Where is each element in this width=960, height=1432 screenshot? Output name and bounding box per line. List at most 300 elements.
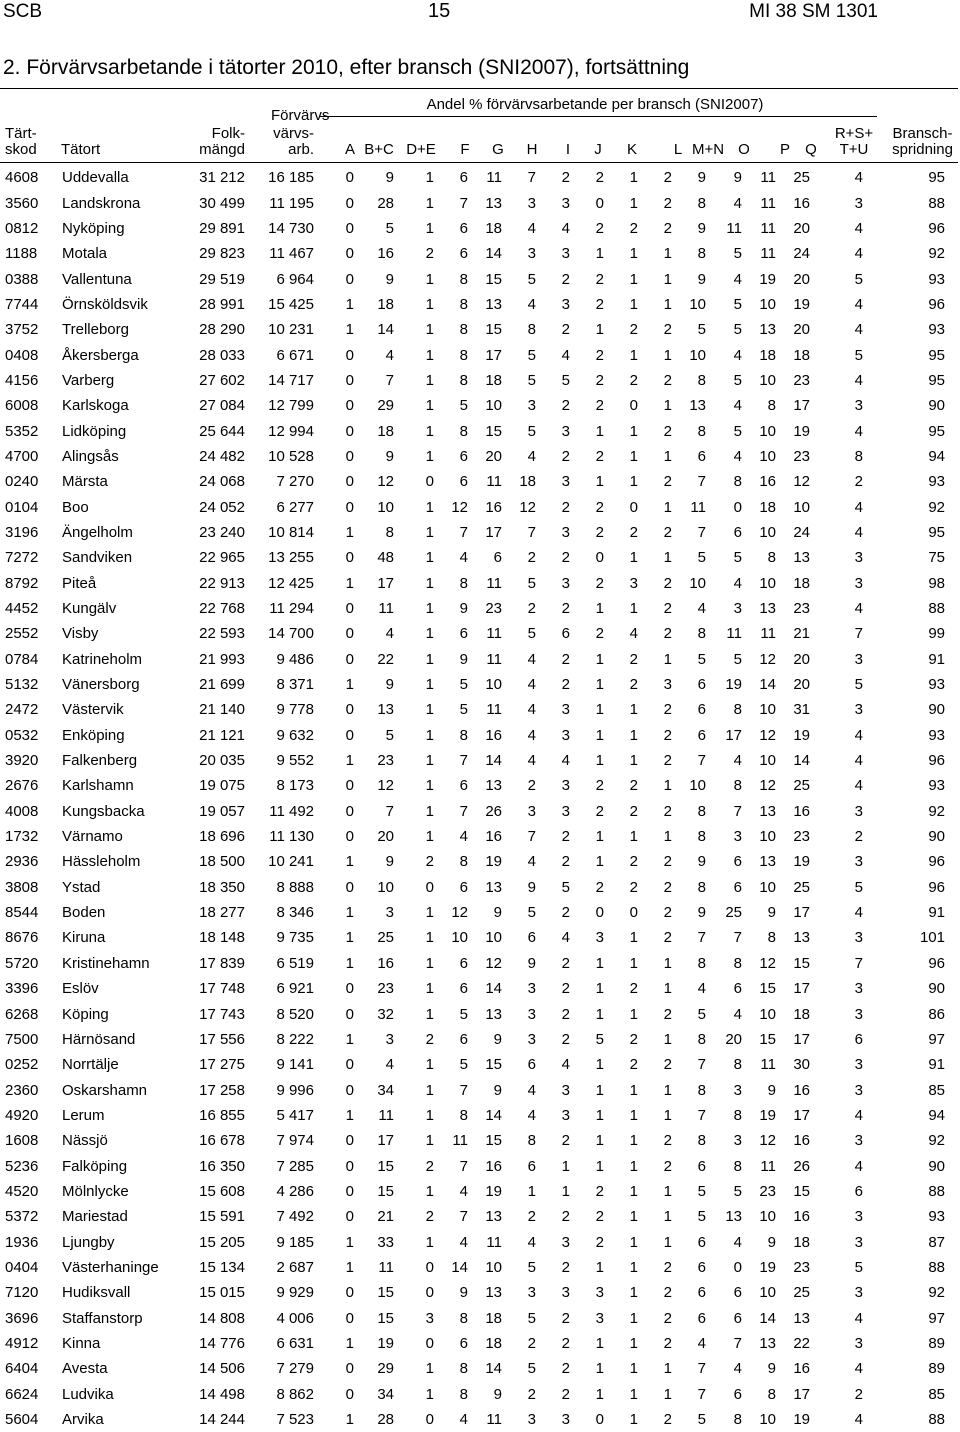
cell-sector-share: 9 xyxy=(493,1385,502,1403)
cell-population: 16 678 xyxy=(199,1132,245,1150)
cell-sector-share: 14 xyxy=(759,676,776,694)
cell-sector-share: 9 xyxy=(527,878,536,896)
cell-sector-share: 7 xyxy=(697,1056,706,1074)
cell-sector-share: 10 xyxy=(759,295,776,313)
cell-sector-share: 5 xyxy=(385,219,394,237)
table-row xyxy=(0,951,951,976)
cell-sector-share: 2 xyxy=(663,625,672,643)
cell-rst-share: 3 xyxy=(854,1081,863,1099)
cell-sector-share: 10 xyxy=(689,777,706,795)
cell-sector-share: 1 xyxy=(629,600,638,618)
cell-population: 17 743 xyxy=(199,1005,245,1023)
cell-spread: 75 xyxy=(928,549,945,567)
cell-spread: 92 xyxy=(928,1284,945,1302)
col-pop-header-2: mängd xyxy=(199,141,245,158)
cell-spread: 91 xyxy=(928,650,945,668)
cell-sector-share: 5 xyxy=(733,549,742,567)
cell-sector-share: 8 xyxy=(733,954,742,972)
cell-spread: 95 xyxy=(928,371,945,389)
cell-sector-share: 5 xyxy=(733,295,742,313)
cell-spread: 88 xyxy=(928,600,945,618)
cell-sector-share: 9 xyxy=(767,1081,776,1099)
cell-sector-share: 4 xyxy=(527,752,536,770)
cell-name: Lidköping xyxy=(62,422,127,440)
cell-sector-share: 19 xyxy=(485,853,502,871)
col-name-header: Tätort xyxy=(61,141,101,158)
cell-population: 15 608 xyxy=(199,1182,245,1200)
col-pop-header-1: Folk- xyxy=(211,125,245,142)
cell-sector-share: 2 xyxy=(561,549,570,567)
cell-sector-share: 8 xyxy=(459,853,468,871)
cell-employed: 9 141 xyxy=(276,1056,314,1074)
cell-employed: 15 425 xyxy=(268,295,314,313)
cell-sector-share: 2 xyxy=(561,904,570,922)
cell-population: 22 593 xyxy=(199,625,245,643)
cell-sector-share: 9 xyxy=(493,904,502,922)
cell-sector-share: 6 xyxy=(733,878,742,896)
cell-rst-share: 4 xyxy=(854,1157,863,1175)
cell-sector-share: 11 xyxy=(486,650,502,668)
cell-sector-share: 3 xyxy=(527,245,536,263)
cell-sector-share: 9 xyxy=(527,954,536,972)
cell-code: 0252 xyxy=(5,1056,39,1074)
cell-sector-share: 1 xyxy=(345,321,354,339)
cell-sector-share: 4 xyxy=(459,1233,468,1251)
cell-sector-share: 8 xyxy=(697,1132,706,1150)
cell-sector-share: 16 xyxy=(793,1132,810,1150)
cell-sector-share: 11 xyxy=(378,1106,394,1124)
cell-spread: 94 xyxy=(928,1106,945,1124)
cell-employed: 9 929 xyxy=(276,1284,314,1302)
cell-rst-share: 4 xyxy=(854,219,863,237)
cell-sector-share: 2 xyxy=(663,574,672,592)
table-row xyxy=(0,545,951,570)
cell-sector-share: 2 xyxy=(663,169,672,187)
cell-sector-share: 1 xyxy=(629,447,638,465)
cell-sector-share: 3 xyxy=(733,1132,742,1150)
cell-code: 4700 xyxy=(5,447,39,465)
cell-sector-share: 4 xyxy=(733,397,742,415)
cell-sector-share: 2 xyxy=(425,1030,434,1048)
cell-rst-share: 4 xyxy=(854,752,863,770)
cell-sector-share: 1 xyxy=(345,954,354,972)
cell-sector-share: 2 xyxy=(663,371,672,389)
cell-sector-share: 15 xyxy=(485,270,502,288)
cell-employed: 9 552 xyxy=(276,752,314,770)
cell-sector-share: 12 xyxy=(759,726,776,744)
cell-sector-share: 7 xyxy=(733,1334,742,1352)
cell-sector-share: 1 xyxy=(345,1334,354,1352)
cell-spread: 92 xyxy=(928,1132,945,1150)
cell-sector-share: 1 xyxy=(663,1030,672,1048)
table-row xyxy=(0,241,951,266)
cell-sector-share: 8 xyxy=(459,1309,468,1327)
cell-spread: 90 xyxy=(928,980,945,998)
cell-sector-share: 8 xyxy=(527,1132,536,1150)
cell-sector-share: 2 xyxy=(629,676,638,694)
cell-rst-share: 4 xyxy=(854,1360,863,1378)
cell-sector-share: 4 xyxy=(527,447,536,465)
cell-sector-share: 0 xyxy=(345,650,354,668)
cell-sector-share: 2 xyxy=(595,397,604,415)
cell-sector-share: 11 xyxy=(760,219,776,237)
table-row xyxy=(0,1280,951,1305)
cell-sector-share: 5 xyxy=(697,1182,706,1200)
cell-sector-share: 1 xyxy=(629,295,638,313)
cell-sector-share: 10 xyxy=(451,929,468,947)
cell-sector-share: 1 xyxy=(663,346,672,364)
cell-sector-share: 19 xyxy=(793,1411,810,1429)
share-group-header: Andel % förvärvsarbetande per bransch (SNI2007) xyxy=(426,96,764,113)
cell-sector-share: 1 xyxy=(425,929,434,947)
cell-sector-share: 5 xyxy=(527,625,536,643)
cell-sector-share: 8 xyxy=(459,1106,468,1124)
cell-spread: 88 xyxy=(928,194,945,212)
cell-sector-share: 18 xyxy=(759,346,776,364)
cell-rst-share: 3 xyxy=(854,1132,863,1150)
cell-sector-share: 12 xyxy=(377,473,394,491)
cell-sector-share: 3 xyxy=(733,1081,742,1099)
table-row xyxy=(0,469,951,494)
cell-sector-share: 1 xyxy=(561,1182,570,1200)
table-row xyxy=(0,1331,951,1356)
cell-sector-share: 0 xyxy=(425,1334,434,1352)
cell-sector-share: 2 xyxy=(663,726,672,744)
cell-sector-share: 20 xyxy=(793,676,810,694)
cell-sector-share: 0 xyxy=(595,1411,604,1429)
table-row xyxy=(0,875,951,900)
cell-sector-share: 1 xyxy=(663,1208,672,1226)
cell-sector-share: 10 xyxy=(689,574,706,592)
cell-rst-share: 4 xyxy=(854,904,863,922)
cell-code: 3396 xyxy=(5,980,39,998)
cell-population: 24 068 xyxy=(199,473,245,491)
cell-population: 28 033 xyxy=(199,346,245,364)
cell-population: 17 748 xyxy=(199,980,245,998)
cell-sector-share: 11 xyxy=(760,194,776,212)
cell-code: 5352 xyxy=(5,422,39,440)
cell-population: 14 776 xyxy=(199,1334,245,1352)
cell-sector-share: 3 xyxy=(527,194,536,212)
cell-sector-share: 2 xyxy=(663,1005,672,1023)
cell-rst-share: 5 xyxy=(854,676,863,694)
cell-rst-share: 3 xyxy=(854,650,863,668)
cell-sector-share: 1 xyxy=(595,1385,604,1403)
cell-sector-share: 5 xyxy=(561,878,570,896)
sector-header-BC: B+C xyxy=(364,141,394,158)
cell-sector-share: 2 xyxy=(595,346,604,364)
cell-sector-share: 5 xyxy=(697,321,706,339)
cell-sector-share: 22 xyxy=(793,1334,810,1352)
cell-sector-share: 2 xyxy=(663,1157,672,1175)
cell-sector-share: 13 xyxy=(759,600,776,618)
sector-header-O: O xyxy=(738,141,750,158)
cell-sector-share: 4 xyxy=(459,1182,468,1200)
cell-sector-share: 6 xyxy=(733,1309,742,1327)
cell-rst-share: 4 xyxy=(854,498,863,516)
cell-sector-share: 10 xyxy=(759,1284,776,1302)
cell-sector-share: 2 xyxy=(629,219,638,237)
cell-employed: 10 231 xyxy=(268,321,314,339)
cell-sector-share: 2 xyxy=(425,853,434,871)
cell-rst-share: 3 xyxy=(854,802,863,820)
cell-sector-share: 6 xyxy=(527,1157,536,1175)
cell-sector-share: 1 xyxy=(425,523,434,541)
cell-sector-share: 2 xyxy=(663,321,672,339)
cell-sector-share: 3 xyxy=(561,295,570,313)
cell-sector-share: 2 xyxy=(595,295,604,313)
cell-sector-share: 20 xyxy=(793,650,810,668)
cell-sector-share: 16 xyxy=(377,954,394,972)
table-row xyxy=(0,1407,951,1432)
cell-code: 1732 xyxy=(5,828,39,846)
table-row xyxy=(0,1103,951,1128)
cell-sector-share: 20 xyxy=(377,828,394,846)
cell-sector-share: 16 xyxy=(485,1157,502,1175)
cell-population: 19 057 xyxy=(199,802,245,820)
table-row xyxy=(0,773,951,798)
cell-population: 16 350 xyxy=(199,1157,245,1175)
cell-sector-share: 2 xyxy=(629,802,638,820)
cell-rst-share: 3 xyxy=(854,1233,863,1251)
cell-name: Avesta xyxy=(62,1360,108,1378)
cell-employed: 11 195 xyxy=(269,194,314,212)
cell-sector-share: 13 xyxy=(759,1334,776,1352)
cell-sector-share: 6 xyxy=(733,523,742,541)
cell-sector-share: 6 xyxy=(459,878,468,896)
cell-sector-share: 8 xyxy=(459,574,468,592)
cell-sector-share: 10 xyxy=(759,574,776,592)
cell-sector-share: 8 xyxy=(767,1385,776,1403)
cell-sector-share: 1 xyxy=(629,1284,638,1302)
cell-sector-share: 11 xyxy=(760,245,776,263)
cell-sector-share: 1 xyxy=(345,1411,354,1429)
cell-name: Vallentuna xyxy=(62,270,132,288)
cell-sector-share: 12 xyxy=(759,954,776,972)
cell-sector-share: 1 xyxy=(663,1182,672,1200)
cell-population: 21 140 xyxy=(199,701,245,719)
cell-sector-share: 30 xyxy=(793,1056,810,1074)
cell-sector-share: 23 xyxy=(793,371,810,389)
cell-sector-share: 9 xyxy=(493,1081,502,1099)
cell-sector-share: 7 xyxy=(459,802,468,820)
cell-rst-share: 5 xyxy=(854,346,863,364)
cell-sector-share: 1 xyxy=(663,777,672,795)
cell-sector-share: 3 xyxy=(663,676,672,694)
cell-sector-share: 1 xyxy=(425,828,434,846)
cell-sector-share: 5 xyxy=(697,1411,706,1429)
table-row xyxy=(0,1356,951,1381)
cell-sector-share: 2 xyxy=(663,1411,672,1429)
cell-sector-share: 7 xyxy=(697,523,706,541)
cell-sector-share: 8 xyxy=(767,549,776,567)
col-code-header-2: skod xyxy=(5,141,37,158)
cell-sector-share: 19 xyxy=(793,853,810,871)
cell-sector-share: 11 xyxy=(760,1157,776,1175)
cell-sector-share: 25 xyxy=(793,1284,810,1302)
cell-sector-share: 0 xyxy=(345,600,354,618)
cell-sector-share: 25 xyxy=(793,878,810,896)
cell-sector-share: 18 xyxy=(485,1309,502,1327)
cell-sector-share: 1 xyxy=(629,473,638,491)
cell-sector-share: 5 xyxy=(527,371,536,389)
cell-sector-share: 1 xyxy=(629,270,638,288)
cell-sector-share: 28 xyxy=(377,194,394,212)
cell-sector-share: 6 xyxy=(459,473,468,491)
cell-sector-share: 3 xyxy=(595,929,604,947)
cell-sector-share: 8 xyxy=(697,1030,706,1048)
cell-sector-share: 2 xyxy=(425,1157,434,1175)
cell-sector-share: 4 xyxy=(733,346,742,364)
cell-sector-share: 9 xyxy=(459,1284,468,1302)
cell-sector-share: 0 xyxy=(345,1360,354,1378)
cell-sector-share: 3 xyxy=(629,574,638,592)
cell-sector-share: 18 xyxy=(485,219,502,237)
cell-population: 17 275 xyxy=(199,1056,245,1074)
cell-population: 23 240 xyxy=(199,523,245,541)
cell-sector-share: 2 xyxy=(527,777,536,795)
cell-sector-share: 5 xyxy=(733,245,742,263)
cell-sector-share: 1 xyxy=(629,1081,638,1099)
cell-sector-share: 4 xyxy=(733,752,742,770)
cell-code: 4520 xyxy=(5,1182,39,1200)
cell-sector-share: 5 xyxy=(459,676,468,694)
cell-sector-share: 1 xyxy=(629,1208,638,1226)
table-title: 2. Förvärvsarbetande i tätorter 2010, efter bransch (SNI2007), fortsättning xyxy=(3,56,690,79)
cell-employed: 14 730 xyxy=(268,219,314,237)
cell-sector-share: 10 xyxy=(485,1258,502,1276)
cell-sector-share: 12 xyxy=(519,498,536,516)
cell-sector-share: 16 xyxy=(793,802,810,820)
cell-sector-share: 1 xyxy=(345,523,354,541)
cell-sector-share: 1 xyxy=(425,980,434,998)
cell-sector-share: 3 xyxy=(385,1030,394,1048)
cell-sector-share: 13 xyxy=(485,1284,502,1302)
cell-sector-share: 10 xyxy=(759,1005,776,1023)
cell-sector-share: 10 xyxy=(759,828,776,846)
cell-sector-share: 0 xyxy=(345,878,354,896)
table-row xyxy=(0,925,951,950)
cell-rst-share: 7 xyxy=(854,954,863,972)
cell-spread: 93 xyxy=(928,726,945,744)
cell-sector-share: 11 xyxy=(760,1056,776,1074)
cell-sector-share: 10 xyxy=(485,929,502,947)
cell-sector-share: 4 xyxy=(527,676,536,694)
cell-sector-share: 7 xyxy=(697,1106,706,1124)
cell-sector-share: 1 xyxy=(425,1360,434,1378)
cell-sector-share: 10 xyxy=(759,878,776,896)
cell-sector-share: 25 xyxy=(725,904,742,922)
cell-sector-share: 1 xyxy=(629,701,638,719)
col-emp-header-2: arb. xyxy=(288,141,314,158)
cell-rst-share: 3 xyxy=(854,1056,863,1074)
cell-name: Kristinehamn xyxy=(62,954,150,972)
cell-sector-share: 1 xyxy=(527,1182,536,1200)
cell-sector-share: 2 xyxy=(663,1284,672,1302)
cell-sector-share: 1 xyxy=(663,1360,672,1378)
cell-sector-share: 1 xyxy=(595,1056,604,1074)
cell-population: 27 084 xyxy=(199,397,245,415)
cell-sector-share: 2 xyxy=(629,853,638,871)
cell-code: 2552 xyxy=(5,625,39,643)
cell-sector-share: 6 xyxy=(733,1284,742,1302)
top-rule xyxy=(0,88,958,89)
cell-sector-share: 1 xyxy=(345,676,354,694)
cell-code: 5604 xyxy=(5,1411,39,1429)
cell-sector-share: 18 xyxy=(485,1334,502,1352)
cell-employed: 8 222 xyxy=(276,1030,314,1048)
cell-sector-share: 1 xyxy=(425,1385,434,1403)
cell-rst-share: 3 xyxy=(854,1208,863,1226)
cell-sector-share: 1 xyxy=(595,853,604,871)
cell-rst-share: 2 xyxy=(854,828,863,846)
cell-sector-share: 6 xyxy=(697,447,706,465)
cell-employed: 11 492 xyxy=(269,802,314,820)
cell-sector-share: 8 xyxy=(697,802,706,820)
page-header-left: SCB xyxy=(3,1,43,22)
cell-sector-share: 2 xyxy=(561,270,570,288)
cell-sector-share: 1 xyxy=(345,1106,354,1124)
cell-sector-share: 0 xyxy=(595,549,604,567)
cell-name: Ängelholm xyxy=(62,523,133,541)
page-header-right: MI 38 SM 1301 xyxy=(749,1,878,22)
cell-spread: 101 xyxy=(919,929,945,947)
cell-sector-share: 5 xyxy=(733,650,742,668)
cell-sector-share: 1 xyxy=(629,1385,638,1403)
cell-sector-share: 10 xyxy=(377,878,394,896)
cell-sector-share: 3 xyxy=(527,1411,536,1429)
cell-sector-share: 17 xyxy=(793,904,810,922)
cell-sector-share: 6 xyxy=(697,1284,706,1302)
cell-sector-share: 8 xyxy=(697,371,706,389)
cell-sector-share: 0 xyxy=(345,1385,354,1403)
cell-sector-share: 16 xyxy=(759,473,776,491)
cell-sector-share: 4 xyxy=(459,828,468,846)
cell-name: Hässleholm xyxy=(62,853,141,871)
cell-sector-share: 3 xyxy=(561,1284,570,1302)
cell-sector-share: 16 xyxy=(485,828,502,846)
cell-sector-share: 3 xyxy=(561,523,570,541)
cell-sector-share: 23 xyxy=(793,600,810,618)
cell-sector-share: 23 xyxy=(377,980,394,998)
cell-spread: 86 xyxy=(928,1005,945,1023)
cell-sector-share: 9 xyxy=(697,169,706,187)
cell-sector-share: 1 xyxy=(425,169,434,187)
cell-sector-share: 5 xyxy=(733,1182,742,1200)
cell-sector-share: 17 xyxy=(377,1132,394,1150)
cell-spread: 97 xyxy=(928,1309,945,1327)
cell-sector-share: 0 xyxy=(345,1132,354,1150)
cell-sector-share: 2 xyxy=(663,878,672,896)
sector-header-G: G xyxy=(492,141,504,158)
cell-population: 15 134 xyxy=(199,1258,245,1276)
table-row xyxy=(0,266,951,291)
cell-sector-share: 0 xyxy=(425,473,434,491)
sector-header-F: F xyxy=(460,141,470,158)
cell-sector-share: 5 xyxy=(697,1005,706,1023)
cell-sector-share: 9 xyxy=(385,853,394,871)
table-row xyxy=(0,1001,951,1026)
cell-rst-share: 4 xyxy=(854,295,863,313)
cell-population: 20 035 xyxy=(199,752,245,770)
cell-sector-share: 13 xyxy=(485,777,502,795)
cell-rst-share: 2 xyxy=(854,1385,863,1403)
cell-sector-share: 6 xyxy=(697,1157,706,1175)
cell-employed: 7 974 xyxy=(276,1132,314,1150)
cell-sector-share: 8 xyxy=(459,295,468,313)
table-row xyxy=(0,1229,951,1254)
cell-sector-share: 1 xyxy=(425,1081,434,1099)
